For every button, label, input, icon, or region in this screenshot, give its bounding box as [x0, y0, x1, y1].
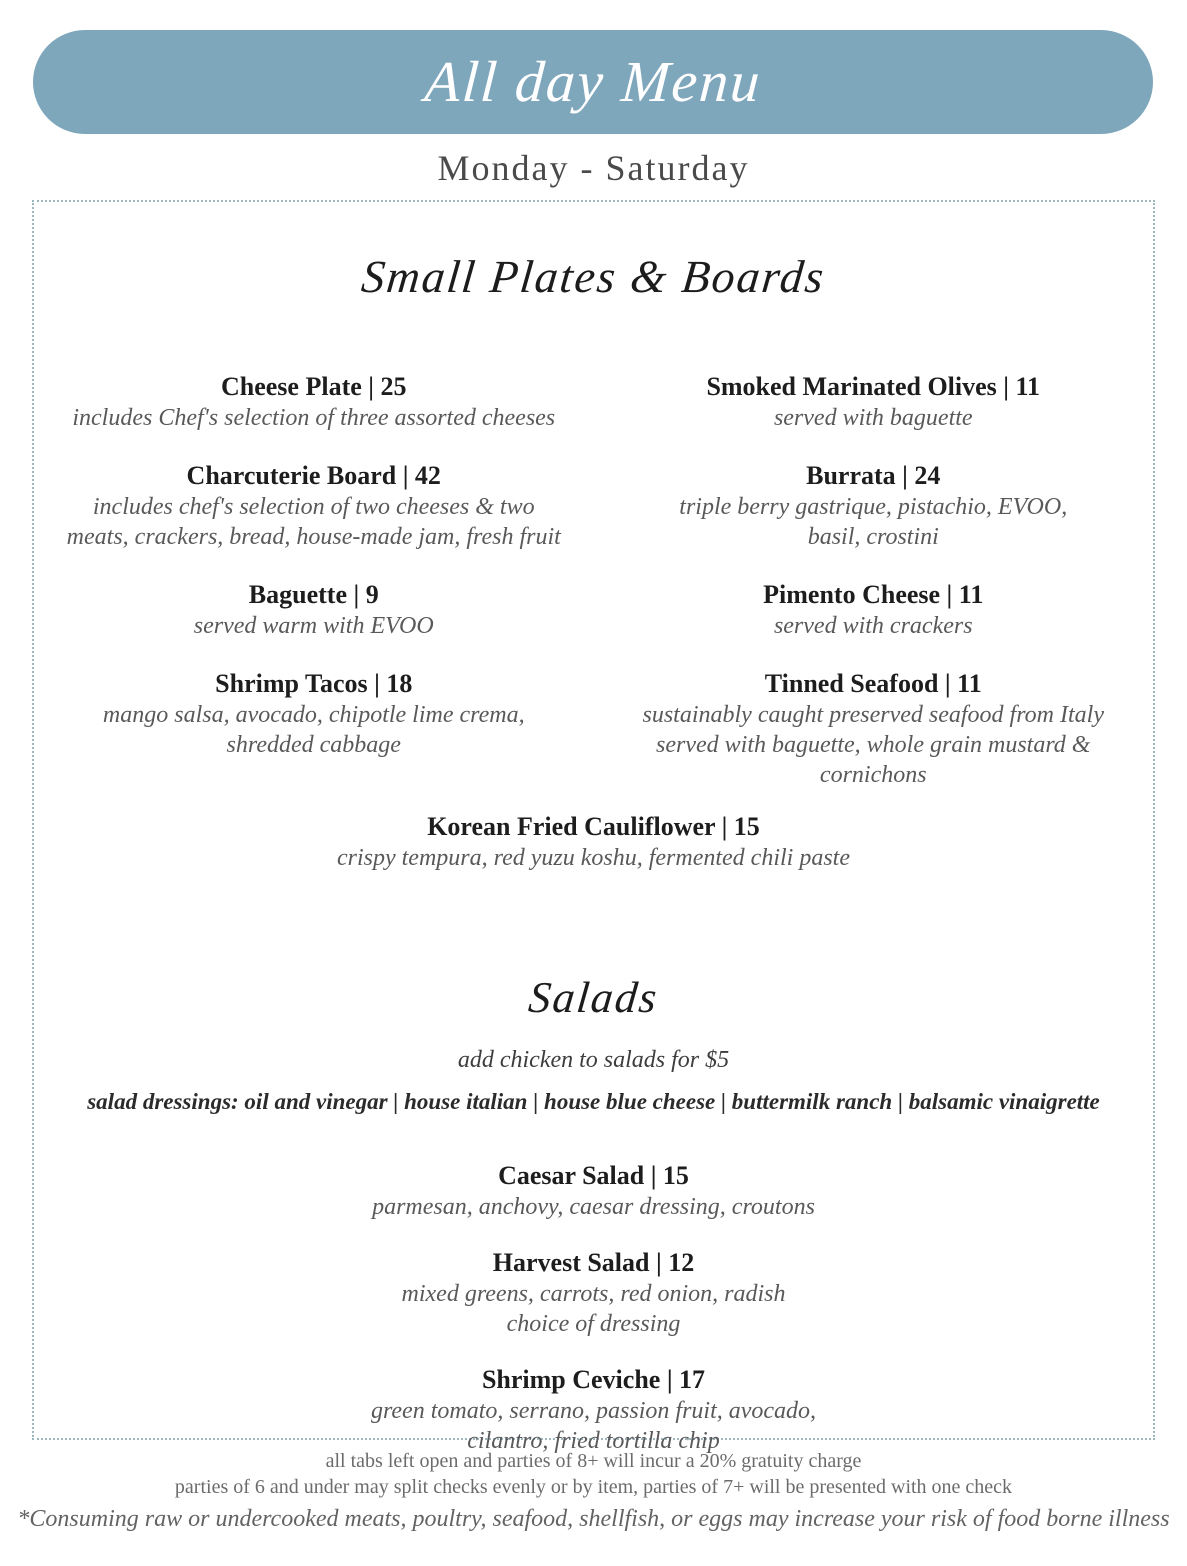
menu-item-name: Smoked Marinated Olives | 11 — [706, 372, 1041, 401]
menu-item-desc: includes chef's selection of two cheeses & two — [92, 494, 535, 520]
menu-item-desc: basil, crostini — [807, 524, 939, 550]
menu-item-desc: crispy tempura, red yuzu koshu, fermented chili paste — [336, 845, 850, 871]
menu-subtitle: Monday - Saturday — [437, 148, 750, 188]
menu-item-harvest-salad — [34, 1246, 1153, 1339]
menu-item-pimento-cheese — [594, 578, 1154, 641]
menu-item-desc: served with baguette — [773, 405, 973, 431]
menu-page — [0, 30, 1187, 1566]
menu-item-baguette — [34, 578, 594, 641]
menu-item-desc: cilantro, fried tortilla chip — [467, 1428, 720, 1454]
menu-item-name: Korean Fried Cauliflower | 15 — [427, 812, 760, 841]
menu-item-name: Cheese Plate | 25 — [220, 372, 407, 401]
small-plates-grid — [34, 370, 1153, 790]
menu-item-tinned-seafood — [594, 667, 1154, 790]
menu-content-box — [32, 200, 1155, 1454]
menu-item-name: Shrimp Ceviche | 17 — [481, 1365, 706, 1394]
menu-item-name: Burrata | 24 — [806, 461, 941, 490]
menu-item-desc: mixed greens, carrots, red onion, radish — [401, 1281, 786, 1307]
menu-item-desc: choice of dressing — [506, 1311, 681, 1337]
menu-item-burrata — [594, 459, 1154, 552]
menu-item-cheese-plate — [34, 370, 594, 433]
menu-item-desc: served warm with EVOO — [193, 613, 434, 639]
salads-add-chicken-note: add chicken to salads for $5 — [457, 1047, 730, 1073]
gratuity-policy-line: all tabs left open and parties of 8+ will incur a 20% gratuity charge — [325, 1450, 862, 1472]
menu-item-desc: green tomato, serrano, passion fruit, avocado, — [370, 1398, 817, 1424]
menu-item-name: Harvest Salad | 12 — [492, 1248, 695, 1277]
menu-item-desc: served with baguette, whole grain mustard & cornichons — [656, 732, 1091, 788]
menu-item-desc: shredded cabbage — [226, 732, 401, 758]
menu-item-shrimp-ceviche — [34, 1363, 1153, 1456]
section-heading-small-plates: Small Plates & Boards — [359, 251, 828, 302]
menu-item-smoked-olives — [594, 370, 1154, 433]
menu-title: All day Menu — [422, 49, 764, 114]
menu-item-name: Baguette | 9 — [248, 580, 379, 609]
menu-item-desc: includes Chef's selection of three assorted cheeses — [72, 405, 556, 431]
menu-item-desc: mango salsa, avocado, chipotle lime crema, — [102, 702, 525, 728]
salad-dressings-line: salad dressings: oil and vinegar | house italian | house blue cheese | buttermilk ranch | balsamic vinaigrette — [87, 1089, 1100, 1114]
menu-item-desc: triple berry gastrique, pistachio, EVOO, — [679, 494, 1068, 520]
menu-item-caesar-salad — [34, 1159, 1153, 1222]
menu-item-desc: sustainably caught preserved seafood from Italy — [642, 702, 1104, 728]
menu-item-name: Shrimp Tacos | 18 — [215, 669, 413, 698]
split-check-policy-line: parties of 6 and under may split checks evenly or by item, parties of 7+ will be presented with one check — [174, 1476, 1013, 1498]
food-safety-disclaimer: *Consuming raw or undercooked meats, poultry, seafood, shellfish, or eggs may increase your risk of food borne illness — [17, 1506, 1170, 1532]
menu-banner — [33, 30, 1153, 134]
menu-footer — [0, 1448, 1187, 1534]
menu-item-name: Pimento Cheese | 11 — [763, 580, 984, 609]
menu-item-name: Caesar Salad | 15 — [498, 1161, 689, 1190]
menu-item-name: Charcuterie Board | 42 — [186, 461, 441, 490]
menu-item-shrimp-tacos — [34, 667, 594, 760]
menu-item-korean-fried-cauliflower — [34, 810, 1153, 873]
menu-item-desc: parmesan, anchovy, caesar dressing, croutons — [372, 1194, 815, 1220]
section-heading-salads: Salads — [526, 973, 661, 1022]
menu-item-desc: served with crackers — [773, 613, 973, 639]
menu-item-charcuterie-board — [34, 459, 594, 552]
menu-item-desc: meats, crackers, bread, house-made jam, fresh fruit — [66, 524, 561, 550]
menu-item-name: Tinned Seafood | 11 — [764, 669, 982, 698]
